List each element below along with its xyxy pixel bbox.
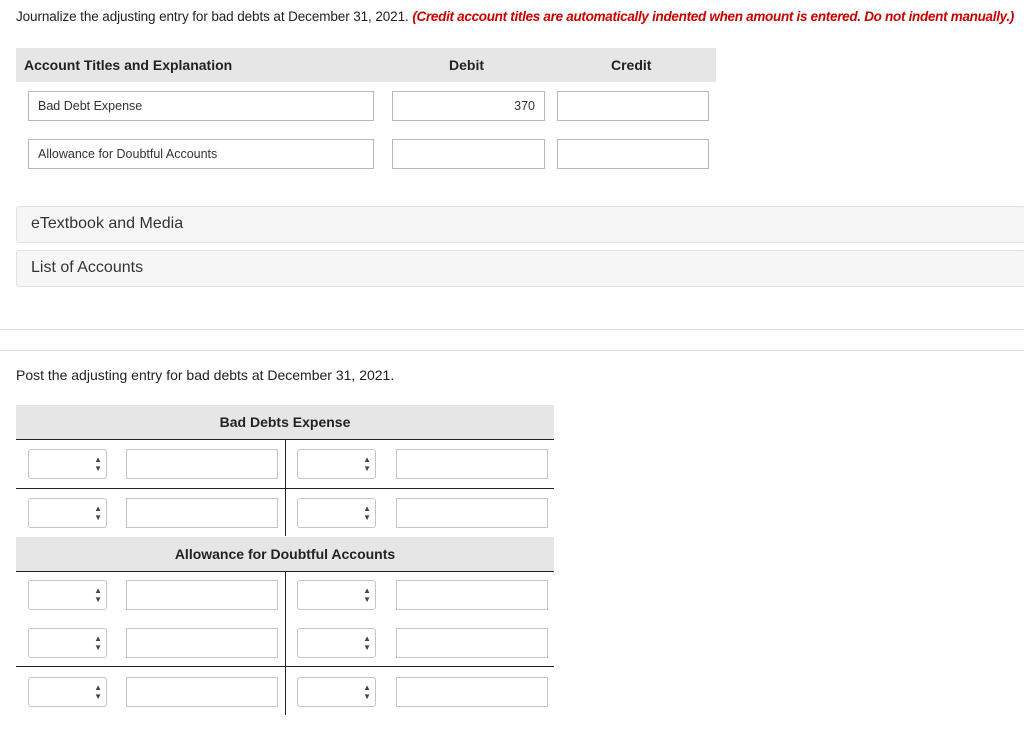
up-down-arrow-icon: ▲ ▼ xyxy=(363,504,371,522)
credit-amount-input[interactable] xyxy=(396,498,548,528)
up-down-arrow-icon: ▲ ▼ xyxy=(94,455,102,473)
up-down-arrow-icon: ▲ ▼ xyxy=(94,586,102,604)
debit-input-1[interactable] xyxy=(392,91,545,121)
post-instruction: Post the adjusting entry for bad debts at December 31, 2021. xyxy=(16,367,395,383)
up-down-arrow-icon: ▲ ▼ xyxy=(363,455,371,473)
up-down-arrow-icon: ▲ ▼ xyxy=(94,634,102,652)
list-of-accounts-link[interactable] xyxy=(16,250,1024,287)
debit-account-select[interactable] xyxy=(28,498,107,528)
t-account-title-allowance: Allowance for Doubtful Accounts xyxy=(16,537,554,571)
debit-account-select[interactable] xyxy=(28,628,107,658)
up-down-arrow-icon: ▲ ▼ xyxy=(94,683,102,701)
debit-input-2[interactable] xyxy=(392,139,545,169)
t-account-row-line xyxy=(16,666,554,667)
journal-header xyxy=(16,48,716,82)
t-account-divider xyxy=(285,571,286,715)
account-title-input-1[interactable] xyxy=(28,91,374,121)
debit-amount-input[interactable] xyxy=(126,449,278,479)
credit-amount-input[interactable] xyxy=(396,628,548,658)
credit-account-select[interactable] xyxy=(297,580,376,610)
balance-credit-input[interactable] xyxy=(396,677,548,707)
instruction-note: (Credit account titles are automatically indented when amount is entered. Do not indent manually.) xyxy=(412,9,1015,24)
t-account-title-bad-debts-expense: Bad Debts Expense xyxy=(16,405,554,439)
credit-input-1[interactable] xyxy=(557,91,709,121)
instruction-text: Journalize the adjusting entry for bad debts at December 31, 2021. xyxy=(16,9,409,24)
balance-debit-input[interactable] xyxy=(126,677,278,707)
account-title-input-2[interactable] xyxy=(28,139,374,169)
debit-account-select[interactable] xyxy=(28,580,107,610)
divider xyxy=(0,350,1024,351)
etextbook-label: eTextbook and Media xyxy=(31,215,184,232)
credit-account-select[interactable] xyxy=(297,498,376,528)
etextbook-media-link[interactable] xyxy=(16,206,1024,243)
account-column-header: Account Titles and Explanation xyxy=(24,57,233,73)
list-of-accounts-label: List of Accounts xyxy=(31,259,144,276)
debit-account-select[interactable] xyxy=(28,449,107,479)
credit-amount-input[interactable] xyxy=(396,449,548,479)
up-down-arrow-icon: ▲ ▼ xyxy=(363,683,371,701)
t-account-row-line xyxy=(16,488,554,489)
credit-account-select[interactable] xyxy=(297,449,376,479)
credit-account-select[interactable] xyxy=(297,628,376,658)
credit-column-header: Credit xyxy=(611,57,652,73)
balance-credit-select[interactable] xyxy=(297,677,376,707)
up-down-arrow-icon: ▲ ▼ xyxy=(363,634,371,652)
divider xyxy=(0,329,1024,330)
credit-amount-input[interactable] xyxy=(396,580,548,610)
balance-debit-select[interactable] xyxy=(28,677,107,707)
up-down-arrow-icon: ▲ ▼ xyxy=(94,504,102,522)
debit-amount-input[interactable] xyxy=(126,628,278,658)
credit-input-2[interactable] xyxy=(557,139,709,169)
up-down-arrow-icon: ▲ ▼ xyxy=(363,586,371,604)
debit-amount-input[interactable] xyxy=(126,580,278,610)
debit-amount-input[interactable] xyxy=(126,498,278,528)
debit-column-header: Debit xyxy=(449,57,484,73)
instruction-line xyxy=(16,9,1014,24)
